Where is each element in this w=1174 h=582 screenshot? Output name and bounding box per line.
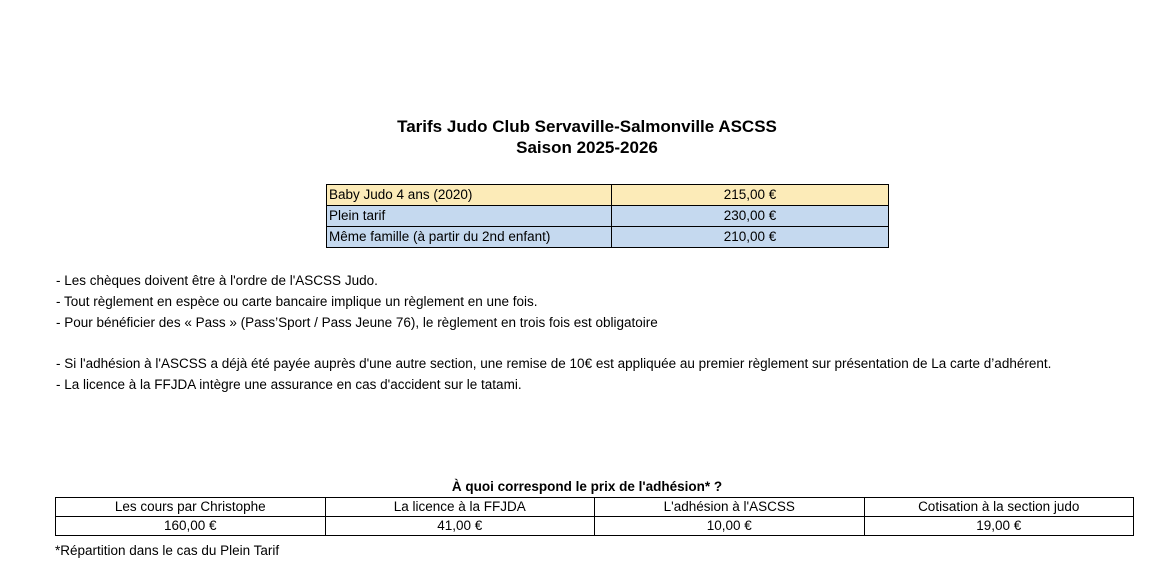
page-title: Tarifs Judo Club Servaville-Salmonville ASCSS <box>397 117 777 136</box>
season-subtitle: Saison 2025-2026 <box>516 138 658 157</box>
note-line: - Les chèques doivent être à l'ordre de l'ASCSS Judo. <box>56 273 378 288</box>
price-value: 230,00 € <box>612 206 889 227</box>
membership-notes <box>56 356 1116 393</box>
split-value-row <box>56 517 1134 536</box>
note-line: - La licence à la FFJDA intègre une assurance en cas d'accident sur le tatami. <box>56 377 522 392</box>
price-row-plein-tarif <box>327 206 889 227</box>
price-table <box>326 184 889 248</box>
note-line: - Tout règlement en espèce ou carte bancaire implique un règlement en une fois. <box>56 294 538 309</box>
split-title: À quoi correspond le prix de l'adhésion* ? <box>451 479 723 494</box>
split-header: La licence à la FFJDA <box>325 498 595 517</box>
note-line: - Si l'adhésion à l'ASCSS a déjà été payée auprès d'une autre section, une remise de 10€ est appliquée au premier règlement sur présentation de La carte d’adhérent. <box>56 356 1052 371</box>
split-header: L'adhésion à l'ASCSS <box>595 498 865 517</box>
split-header: Les cours par Christophe <box>56 498 326 517</box>
split-value: 10,00 € <box>595 517 865 536</box>
split-header: Cotisation à la section judo <box>864 498 1134 517</box>
split-header-row <box>56 498 1134 517</box>
split-value: 19,00 € <box>864 517 1134 536</box>
price-row-baby-judo <box>327 185 889 206</box>
price-split-table <box>55 497 1134 536</box>
split-value: 160,00 € <box>56 517 326 536</box>
price-value: 210,00 € <box>612 227 889 248</box>
price-label: Plein tarif <box>327 206 612 227</box>
note-line: - Pour bénéficier des « Pass » (Pass’Sport / Pass Jeune 76), le règlement en trois fois est obligatoire <box>56 315 658 330</box>
split-value: 41,00 € <box>325 517 595 536</box>
payment-notes <box>56 273 658 331</box>
price-row-meme-famille <box>327 227 889 248</box>
price-value: 215,00 € <box>612 185 889 206</box>
price-label: Même famille (à partir du 2nd enfant) <box>327 227 612 248</box>
footnote: *Répartition dans le cas du Plein Tarif <box>55 543 280 558</box>
price-label: Baby Judo 4 ans (2020) <box>327 185 612 206</box>
